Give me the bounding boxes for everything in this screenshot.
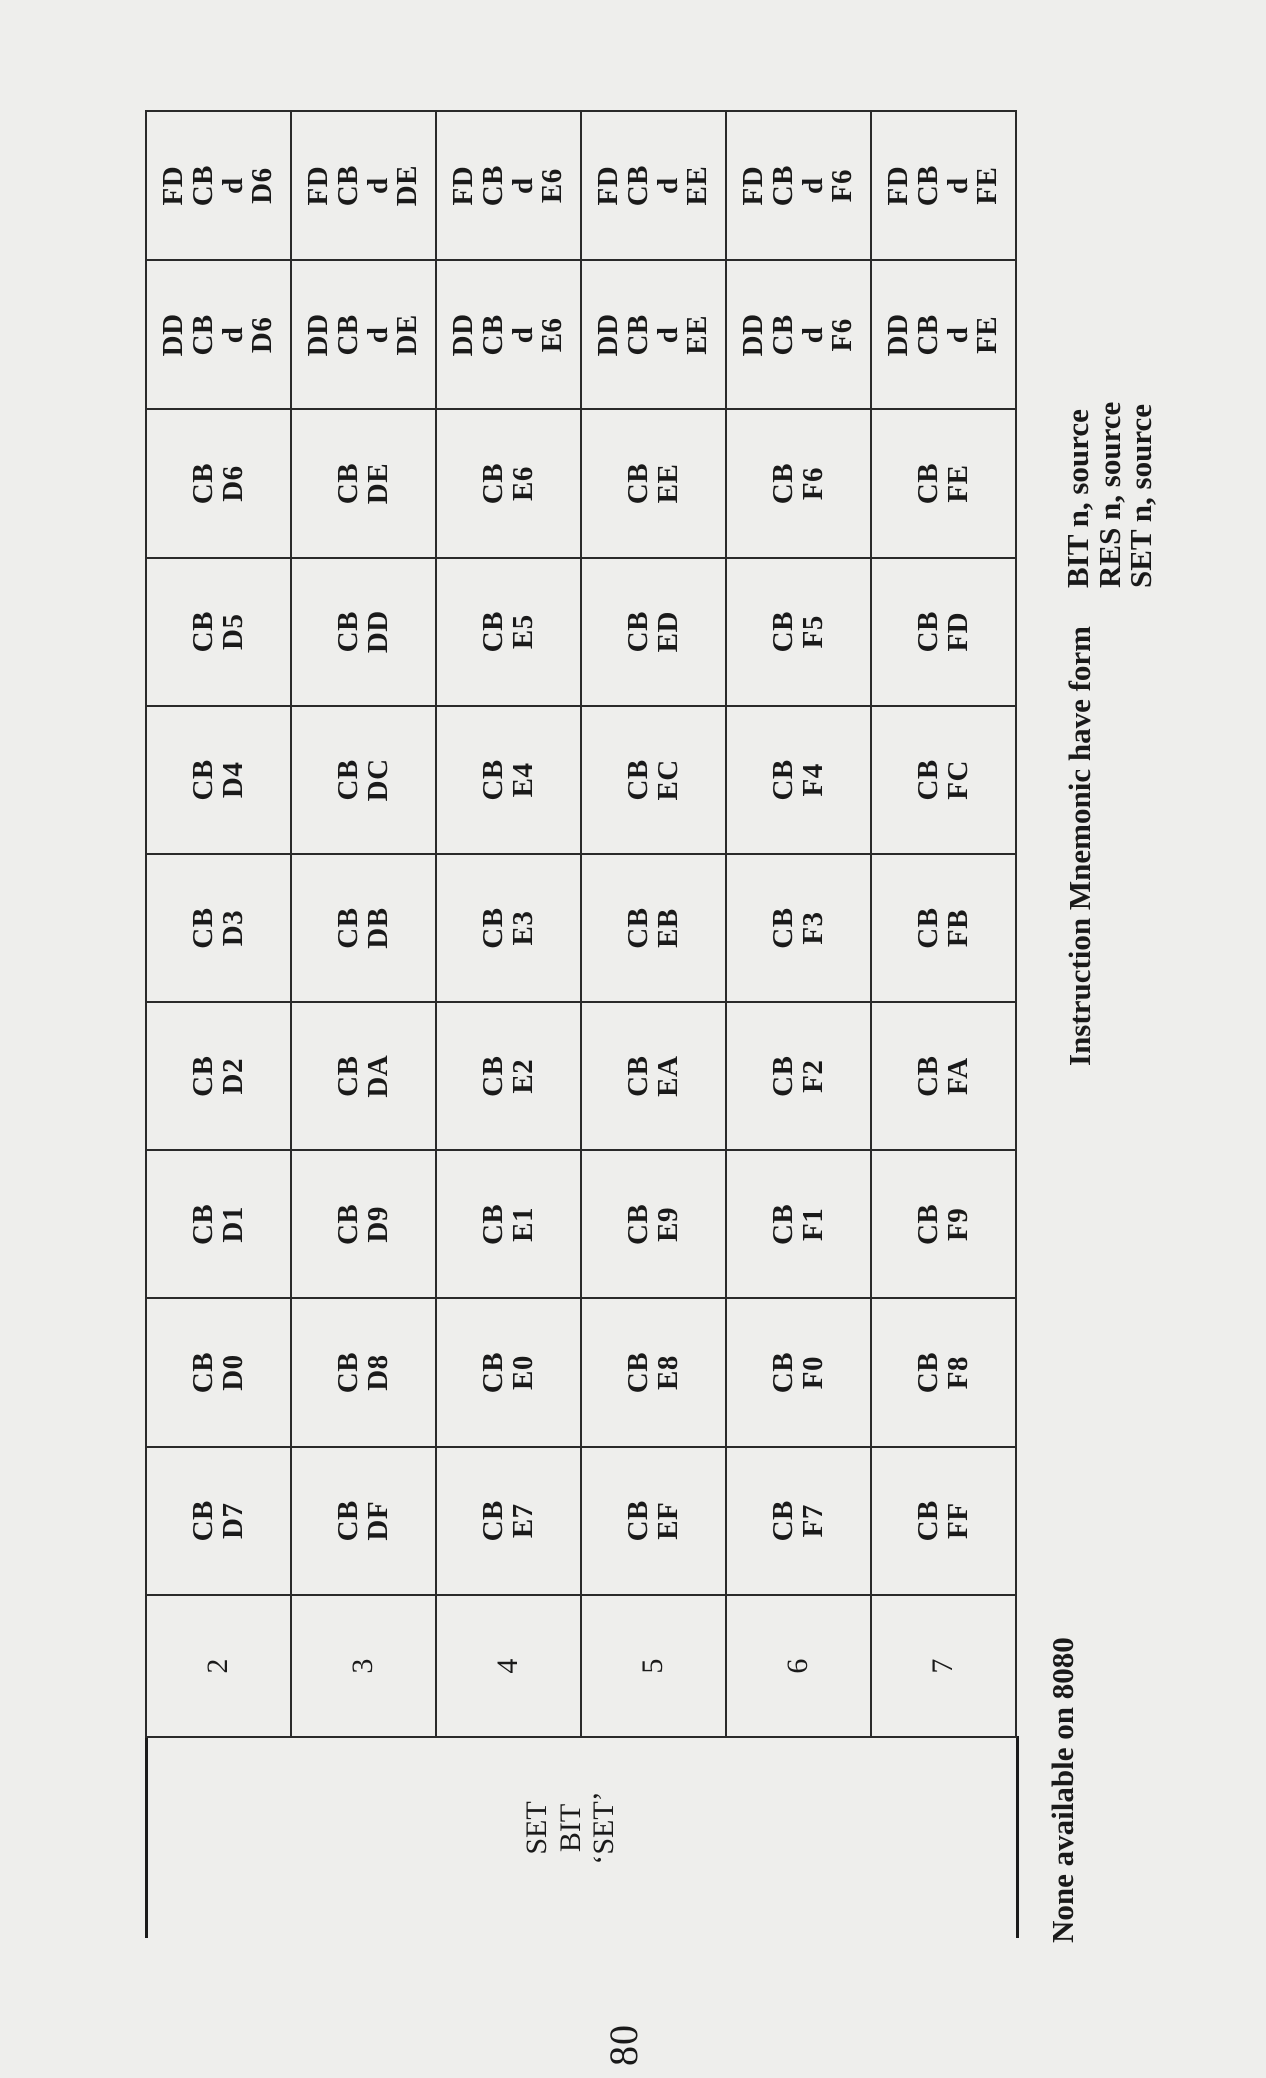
dd-indexed-opcode-cell (436, 260, 581, 409)
opcode-byte: CB (621, 1500, 654, 1542)
opcode-byte: CB (766, 611, 799, 653)
table-row (871, 111, 1016, 1737)
opcode-byte: DE (391, 314, 424, 356)
opcode-byte: CB (476, 1351, 509, 1394)
opcode-byte: F8 (941, 1355, 974, 1390)
opcode-byte: d (796, 177, 829, 194)
opcode-byte: CB (911, 611, 944, 653)
opcode-byte: F6 (826, 318, 859, 352)
opcode-byte: D6 (246, 167, 279, 204)
opcode-byte: d (651, 326, 684, 344)
opcode-byte: d (361, 177, 394, 194)
opcode-cell (291, 1150, 436, 1298)
opcode-byte: CB (621, 759, 654, 801)
opcode-byte: CB (186, 1055, 219, 1097)
opcode-byte: EF (651, 1501, 684, 1540)
opcode-byte: CB (186, 165, 219, 207)
opcode-byte: CB (331, 759, 364, 801)
bit-number-cell: 6 (726, 1595, 871, 1737)
opcode-cell (291, 706, 436, 854)
mnemonic-form-intro: Instruction Mnemonic have form (1062, 626, 1097, 1066)
opcode-cell (436, 1447, 581, 1595)
opcode-cell (871, 1150, 1016, 1298)
opcode-byte: FE (941, 464, 974, 503)
opcode-cell (436, 706, 581, 854)
opcode-byte: F5 (796, 615, 829, 649)
opcode-byte: CB (186, 1351, 219, 1394)
opcode-byte: DD (302, 313, 335, 357)
opcode-byte: E6 (536, 317, 569, 353)
opcode-byte: d (216, 326, 249, 344)
opcode-byte: DF (361, 1500, 394, 1541)
opcode-byte: F1 (796, 1207, 829, 1242)
opcode-byte: CB (766, 462, 799, 505)
opcode-byte: CB (186, 314, 219, 356)
opcode-byte: D7 (216, 1502, 249, 1539)
opcode-byte: DB (361, 907, 394, 949)
opcode-byte: CB (621, 462, 654, 505)
opcode-byte: d (506, 326, 539, 344)
opcode-cell (436, 854, 581, 1002)
opcode-byte: D1 (216, 1206, 249, 1243)
opcode-byte: CB (331, 1351, 364, 1394)
opcode-cell (436, 558, 581, 706)
opcode-byte: FE (971, 315, 1004, 354)
opcode-byte: F6 (826, 169, 859, 203)
opcode-cell (581, 1447, 726, 1595)
opcode-byte: CB (766, 1055, 799, 1097)
opcode-cell (871, 1447, 1016, 1595)
opcode-cell (291, 558, 436, 706)
opcode-cell (146, 1447, 291, 1595)
opcode-byte: F0 (796, 1355, 829, 1390)
opcode-byte: FD (157, 165, 190, 206)
opcode-byte: E1 (506, 1206, 539, 1242)
opcode-byte: D4 (216, 761, 249, 799)
opcode-byte: F2 (796, 1059, 829, 1093)
opcode-cell (291, 1002, 436, 1150)
opcode-byte: FB (941, 909, 974, 948)
opcode-byte: F9 (941, 1207, 974, 1242)
opcode-cell (581, 1298, 726, 1446)
opcode-byte: CB (476, 1203, 509, 1246)
opcode-byte: DD (157, 313, 190, 357)
opcode-byte: CB (911, 759, 944, 801)
opcode-cell (871, 1002, 1016, 1150)
opcode-byte: ED (651, 611, 684, 653)
opcode-cell (726, 854, 871, 1002)
opcode-byte: CB (766, 314, 799, 356)
dd-indexed-opcode-cell (581, 260, 726, 409)
opcode-byte: F4 (796, 763, 829, 797)
opcode-byte: CB (911, 462, 944, 505)
header-rule-bottom (1016, 1736, 1019, 1938)
opcode-byte: CB (911, 1500, 944, 1542)
opcode-byte: CB (766, 1351, 799, 1394)
opcode-byte: CB (766, 1500, 799, 1542)
opcode-byte: EE (681, 315, 714, 355)
opcode-byte: d (506, 177, 539, 194)
opcode-byte: CB (766, 907, 799, 949)
opcode-byte: FD (302, 165, 335, 206)
opcode-byte: d (216, 177, 249, 194)
opcode-byte: F3 (796, 911, 829, 945)
fd-indexed-opcode-cell (726, 111, 871, 260)
opcode-byte: E6 (506, 466, 539, 501)
opcode-cell (146, 1002, 291, 1150)
opcode-byte: E0 (506, 1355, 539, 1390)
opcode-byte: CB (476, 907, 509, 949)
opcode-byte: d (361, 326, 394, 344)
opcode-byte: CB (331, 314, 364, 356)
opcode-cell (146, 1150, 291, 1298)
availability-note: None available on 8080 (1045, 1637, 1080, 1943)
opcode-byte: D6 (246, 316, 279, 354)
opcode-byte: CB (621, 1055, 654, 1097)
opcode-byte: CB (476, 1055, 509, 1097)
mnemonic-form: SET n, source (1123, 403, 1159, 588)
bit-number-cell: 7 (871, 1595, 1016, 1737)
opcode-byte: CB (331, 462, 364, 505)
page-number: 80 (601, 2024, 646, 2066)
opcode-byte: E7 (506, 1503, 539, 1539)
opcode-byte: D0 (216, 1354, 249, 1391)
opcode-byte: FA (941, 1057, 974, 1095)
table-row (291, 111, 436, 1737)
opcode-byte: CB (766, 1203, 799, 1246)
opcode-byte: CB (476, 165, 509, 207)
opcode-byte: DE (391, 165, 424, 207)
opcode-byte: FC (941, 760, 974, 800)
opcode-cell (726, 558, 871, 706)
header-rule-top (145, 1736, 148, 1938)
opcode-byte: EB (651, 908, 684, 948)
opcode-byte: DD (447, 313, 480, 357)
opcode-byte: EE (651, 463, 684, 504)
opcode-cell (871, 1298, 1016, 1446)
group-label (520, 1758, 621, 1898)
opcode-byte: CB (331, 1203, 364, 1246)
mnemonic-form: RES n, source (1091, 401, 1127, 588)
opcode-byte: CB (911, 165, 944, 207)
opcode-byte: D6 (216, 465, 249, 502)
opcode-byte: CB (331, 1055, 364, 1097)
opcode-byte: EC (651, 759, 684, 801)
opcode-byte: CB (766, 759, 799, 801)
opcode-byte: FF (941, 1502, 974, 1539)
opcode-byte: E2 (506, 1058, 539, 1094)
opcode-byte: D5 (216, 613, 249, 650)
opcode-cell (726, 706, 871, 854)
bit-number-cell: 4 (436, 1595, 581, 1737)
opcode-byte: CB (186, 759, 219, 801)
opcode-byte: CB (476, 1500, 509, 1542)
opcode-cell (581, 1002, 726, 1150)
bit-number-cell: 5 (581, 1595, 726, 1737)
opcode-cell (291, 1298, 436, 1446)
opcode-byte: E4 (506, 762, 539, 798)
opcode-byte: D2 (216, 1058, 249, 1095)
opcode-byte: CB (331, 165, 364, 207)
fd-indexed-opcode-cell (871, 111, 1016, 260)
opcode-table (145, 110, 1017, 1738)
opcode-byte: d (796, 326, 829, 344)
group-label-line: ‘SET’ (587, 1791, 621, 1865)
opcode-byte: EE (681, 165, 714, 206)
dd-indexed-opcode-cell (871, 260, 1016, 409)
opcode-byte: EA (651, 1055, 684, 1097)
opcode-byte: CB (476, 462, 509, 505)
opcode-cell (291, 854, 436, 1002)
opcode-byte: CB (331, 611, 364, 653)
opcode-byte: D9 (361, 1206, 394, 1243)
opcode-byte: CB (331, 907, 364, 949)
opcode-cell (726, 1447, 871, 1595)
opcode-cell (146, 706, 291, 854)
opcode-byte: D8 (361, 1354, 394, 1391)
table-row (581, 111, 726, 1737)
opcode-byte: E9 (651, 1206, 684, 1242)
group-label-line: BIT (553, 1803, 587, 1853)
opcode-byte: CB (621, 1351, 654, 1394)
opcode-byte: CB (766, 165, 799, 207)
opcode-cell (146, 409, 291, 557)
fd-indexed-opcode-cell (436, 111, 581, 260)
table-row (436, 111, 581, 1737)
bit-number-cell: 3 (291, 1595, 436, 1737)
opcode-cell (871, 854, 1016, 1002)
opcode-cell (726, 1298, 871, 1446)
opcode-cell (581, 409, 726, 557)
group-label-line: SET (520, 1801, 553, 1855)
opcode-byte: E8 (651, 1355, 684, 1390)
opcode-table-body (146, 111, 1016, 1737)
opcode-byte: FE (971, 166, 1004, 205)
opcode-cell (436, 1002, 581, 1150)
opcode-byte: d (941, 326, 974, 344)
opcode-cell (871, 409, 1016, 557)
opcode-cell (871, 558, 1016, 706)
opcode-byte: D3 (216, 909, 249, 947)
mnemonic-forms (1062, 402, 1157, 588)
opcode-cell (581, 706, 726, 854)
bit-number-cell: 2 (146, 1595, 291, 1737)
opcode-byte: CB (186, 462, 219, 505)
opcode-byte: FD (592, 165, 625, 206)
mnemonic-form: BIT n, source (1060, 409, 1095, 588)
opcode-cell (436, 1150, 581, 1298)
opcode-cell (146, 854, 291, 1002)
opcode-cell (436, 409, 581, 557)
opcode-byte: CB (476, 314, 509, 356)
opcode-byte: CB (186, 611, 219, 653)
opcode-byte: CB (911, 907, 944, 949)
opcode-byte: CB (911, 1203, 944, 1246)
opcode-byte: DD (592, 313, 625, 357)
opcode-byte: CB (476, 611, 509, 653)
opcode-cell (291, 409, 436, 557)
opcode-byte: CB (186, 907, 219, 949)
table-row (146, 111, 291, 1737)
opcode-cell (726, 1150, 871, 1298)
opcode-cell (581, 1150, 726, 1298)
opcode-byte: DA (361, 1054, 394, 1098)
opcode-byte: E5 (506, 614, 539, 650)
fd-indexed-opcode-cell (291, 111, 436, 260)
opcode-byte: FD (882, 165, 915, 206)
opcode-byte: FD (941, 611, 974, 652)
opcode-byte: CB (186, 1500, 219, 1542)
opcode-cell (871, 706, 1016, 854)
dd-indexed-opcode-cell (291, 260, 436, 409)
fd-indexed-opcode-cell (146, 111, 291, 260)
opcode-byte: E6 (536, 168, 569, 204)
opcode-byte: F6 (796, 466, 829, 501)
opcode-byte: CB (621, 611, 654, 653)
opcode-byte: CB (331, 1500, 364, 1542)
opcode-byte: DD (737, 313, 770, 357)
opcode-byte: DE (361, 462, 394, 505)
opcode-byte: DC (361, 758, 394, 802)
opcode-cell (146, 1298, 291, 1446)
opcode-byte: CB (911, 1055, 944, 1097)
opcode-byte: F7 (796, 1504, 829, 1538)
opcode-byte: CB (476, 759, 509, 801)
opcode-cell (581, 558, 726, 706)
opcode-byte: CB (621, 1203, 654, 1246)
opcode-byte: d (941, 177, 974, 194)
opcode-byte: d (651, 177, 684, 194)
opcode-byte: E3 (506, 910, 539, 946)
opcode-byte: DD (882, 313, 915, 357)
opcode-cell (436, 1298, 581, 1446)
opcode-byte: CB (621, 165, 654, 207)
dd-indexed-opcode-cell (146, 260, 291, 409)
opcode-cell (726, 409, 871, 557)
opcode-byte: CB (911, 1351, 944, 1394)
opcode-cell (291, 1447, 436, 1595)
opcode-byte: FD (737, 165, 770, 206)
opcode-byte: DD (361, 610, 394, 654)
opcode-cell (726, 1002, 871, 1150)
opcode-byte: CB (621, 314, 654, 356)
dd-indexed-opcode-cell (726, 260, 871, 409)
table-row (726, 111, 871, 1737)
opcode-byte: CB (186, 1203, 219, 1246)
opcode-byte: FD (447, 165, 480, 206)
opcode-cell (146, 558, 291, 706)
opcode-cell (581, 854, 726, 1002)
opcode-byte: CB (621, 907, 654, 949)
opcode-byte: CB (911, 314, 944, 356)
fd-indexed-opcode-cell (581, 111, 726, 260)
